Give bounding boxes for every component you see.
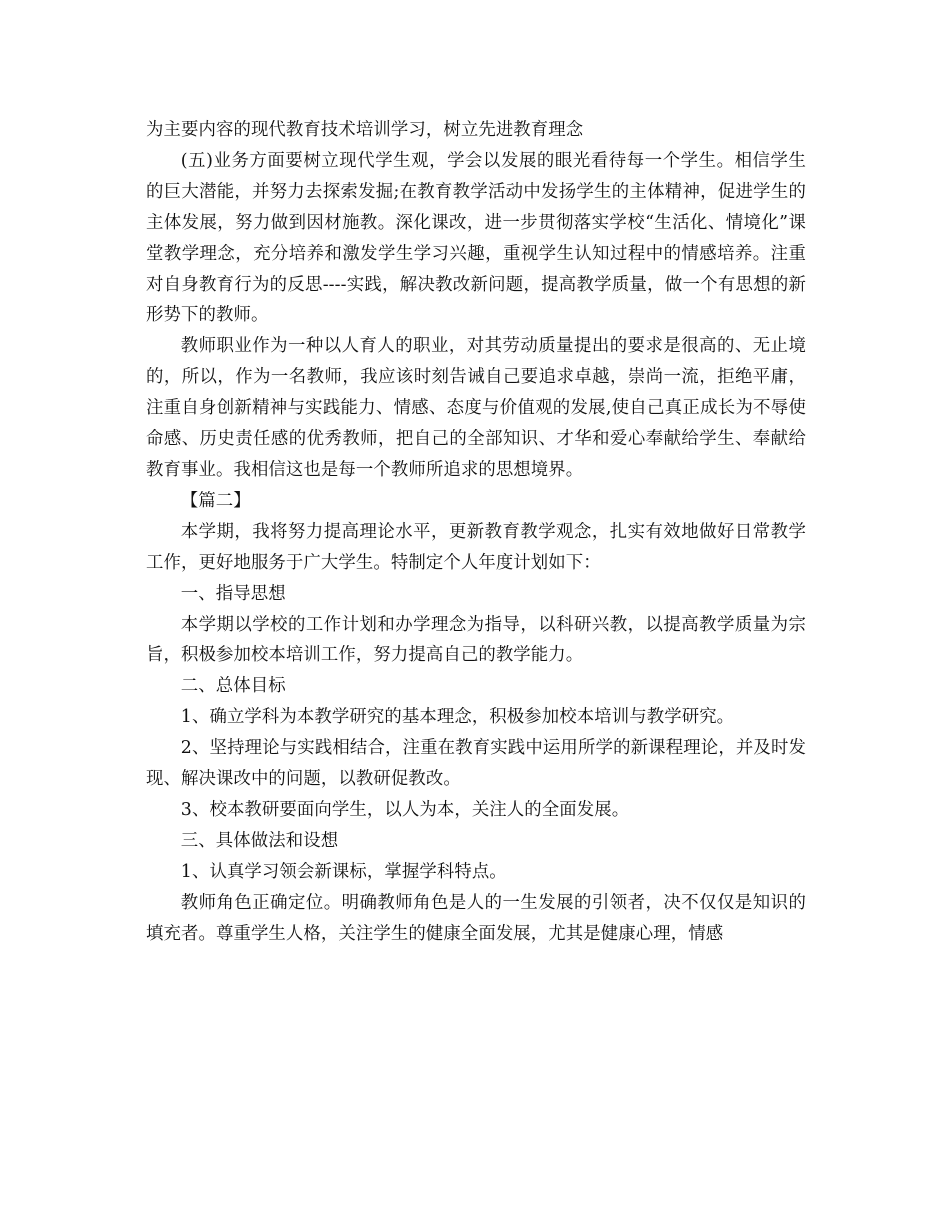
- document-body: [146, 115, 806, 949]
- heading-guiding-ideology: 一、指导思想: [180, 583, 286, 604]
- goal-item-3: 3、校本教研要面向学生，以人为本，关注人的全面发展。: [180, 799, 630, 820]
- paragraph-continuation: 为主要内容的现代教育技术培训学习，树立先进教育理念: [146, 120, 584, 140]
- paragraph-teacher-role: 教师角色正确定位。明确教师角色是人的一生发展的引领者，决不仅仅是知识的填充者。尊重学生人格，关注学生的健康全面发展，尤其是健康心理，情感: [146, 892, 806, 944]
- heading-specific-methods: 三、具体做法和设想: [180, 830, 339, 851]
- goal-item-2: 2、坚持理论与实践相结合，注重在教育实践中运用所学的新课程理论，并及时发现、解决课改中的问题，以教研促教改。: [146, 738, 806, 790]
- method-item-1: 1、认真学习领会新课标，掌握学科特点。: [180, 861, 507, 882]
- paragraph-teacher-profession: 教师职业作为一种以人育人的职业，对其劳动质量提出的要求是很高的、无止境的，所以，作为一名教师，我应该时刻告诫自己要追求卓越，崇尚一流，拒绝平庸，注重自身创新精神与实践能力、情感、态度与价值观的发展,使自己真正成长为不辱使命感、历史责任感的优秀教师，把自己的全部知识、才华和爱心奉献给学生、奉献给教育事业。我相信这也是每一个教师所追求的思想境界。: [146, 336, 806, 480]
- goal-item-1: 1、确立学科为本教学研究的基本理念，积极参加校本培训与教学研究。: [180, 707, 735, 728]
- paragraph-business-aspect: (五)业务方面要树立现代学生观，学会以发展的眼光看待每一个学生。相信学生的巨大潜能，并努力去探索发掘;在教育教学活动中发扬学生的主体精神，促进学生的主体发展，努力做到因材施教。深化课改，进一步贯彻落实学校“生活化、情境化”课堂教学理念，充分培养和激发学生学习兴趣，重视学生认知过程中的情感培养。注重对自身教育行为的反思----实践，解决教改新问题，提高教学质量，做一个有思想的新形势下的教师。: [146, 150, 806, 326]
- heading-overall-goals: 二、总体目标: [180, 676, 286, 697]
- paragraph-guiding-ideology: 本学期以学校的工作计划和办学理念为指导，以科研兴教，以提高教学质量为宗旨，积极参加校本培训工作，努力提高自己的教学能力。: [146, 614, 806, 666]
- section-heading-part-two: 【篇二】: [180, 490, 251, 511]
- paragraph-semester-intro: 本学期，我将努力提高理论水平，更新教育教学观念，扎实有效地做好日常教学工作，更好地服务于广大学生。特制定个人年度计划如下：: [146, 521, 806, 573]
